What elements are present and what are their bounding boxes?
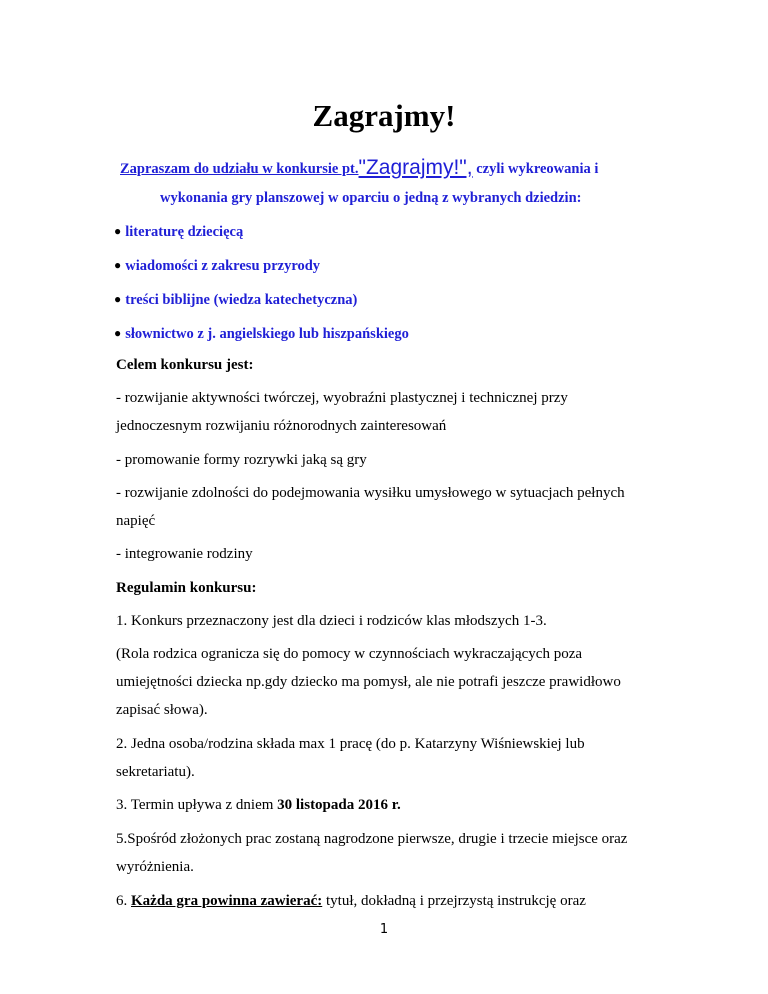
- rule-line-six: [116, 893, 586, 910]
- rule-text: 3. Termin upływa z dniem: [116, 797, 278, 813]
- rule-line: 5.Spośród złożonych prac zostaną nagrodzone pierwsze, drugie i trzecie miejsce oraz: [116, 831, 628, 847]
- bullet-text: słownictwo z j. angielskiego lub hiszpańskiego: [125, 326, 409, 342]
- rule-line: umiejętności dziecka np.gdy dziecko ma pomysł, ale nie potrafi jeszcze prawidłowo: [116, 674, 621, 690]
- bullet-icon: ●: [114, 292, 122, 306]
- bullet-item: [114, 292, 357, 309]
- rule-number: 6.: [116, 893, 131, 909]
- bullet-text: literaturę dziecięcą: [125, 224, 244, 240]
- rule-line: 2. Jedna osoba/rodzina składa max 1 pracę (do p. Katarzyny Wiśniewskiej lub: [116, 736, 585, 752]
- bullet-item: [114, 258, 320, 275]
- page-number: 1: [379, 922, 389, 937]
- rule-line: (Rola rodzica ogranicza się do pomocy w czynnościach wykraczających poza: [116, 646, 583, 662]
- contest-name: "Zagrajmy!",: [358, 156, 473, 179]
- goal-line: jednoczesnym rozwijaniu różnorodnych zainteresowań: [116, 418, 447, 434]
- goal-line: - promowanie formy rozrywki jaką są gry: [116, 452, 367, 468]
- rule-line: wyróżnienia.: [116, 859, 194, 875]
- goal-line: napięć: [116, 513, 156, 529]
- intro-text: Zapraszam do udziału w konkursie pt.: [120, 161, 359, 177]
- bullet-item: [114, 224, 243, 241]
- goals-heading: Celem konkursu jest:: [116, 357, 254, 373]
- rule-line: 1. Konkurs przeznaczony jest dla dzieci i rodziców klas młodszych 1-3.: [116, 613, 547, 629]
- goal-line: - rozwijanie zdolności do podejmowania wysiłku umysłowego w sytuacjach pełnych: [116, 485, 625, 501]
- bullet-text: treści biblijne (wiedza katechetyczna): [125, 292, 358, 308]
- intro-continuation: czyli wykreowania i: [472, 161, 599, 177]
- goal-line: - rozwijanie aktywności twórczej, wyobraźni plastycznej i technicznej przy: [116, 390, 568, 406]
- intro-line-1: [120, 155, 598, 179]
- goal-line: - integrowanie rodziny: [116, 546, 253, 562]
- rule-text: tytuł, dokładną i przejrzystą instrukcję oraz: [322, 893, 586, 909]
- bullet-icon: ●: [114, 326, 122, 340]
- bullet-icon: ●: [114, 224, 122, 238]
- rules-heading: Regulamin konkursu:: [116, 580, 257, 596]
- page-title: Zagrajmy!: [312, 98, 456, 133]
- rule-line: [116, 797, 401, 814]
- rule-line: sekretariatu).: [116, 764, 195, 780]
- game-requirements-label: Każda gra powinna zawierać:: [131, 893, 323, 909]
- deadline-date: 30 listopada 2016 r.: [277, 797, 401, 813]
- bullet-item: [114, 326, 409, 343]
- bullet-icon: ●: [114, 258, 122, 272]
- rule-line: zapisać słowa).: [116, 702, 208, 718]
- bullet-text: wiadomości z zakresu przyrody: [125, 258, 321, 274]
- intro-line-2: wykonania gry planszowej w oparciu o jedną z wybranych dziedzin:: [160, 190, 582, 206]
